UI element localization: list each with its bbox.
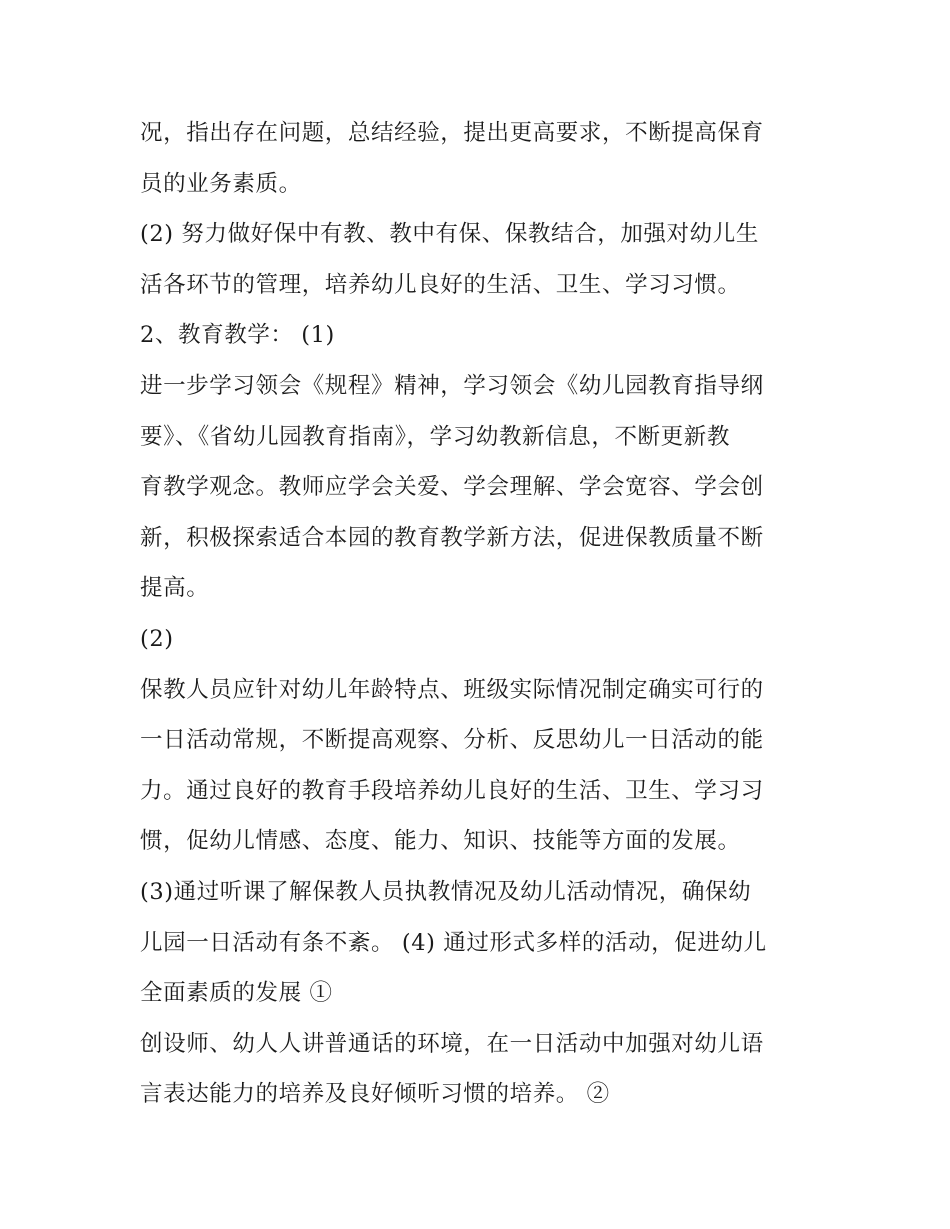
- text-line: 况，指出存在问题，总结经验，提出更高要求，不断提高保育: [140, 120, 764, 146]
- text-line: 惯，促幼儿情感、态度、能力、知识、技能等方面的发展。: [140, 828, 741, 855]
- text-line: 要》、《省幼儿园教育指南》，学习幼教新信息，不断更新教: [140, 423, 730, 450]
- text-line: 活各环节的管理，培养幼儿良好的生活、卫生、学习习惯。: [140, 271, 741, 298]
- text-line: 进一步学习领会《规程》精神，学习领会《幼儿园教育指导纲: [140, 372, 764, 399]
- text-line: 一日活动常规，不断提高观察、分析、反思幼儿一日活动的能: [140, 727, 764, 754]
- text-line: 全面素质的发展 ①: [140, 980, 333, 1007]
- text-line: 儿园一日活动有条不紊。 (4) 通过形式多样的活动，促进幼儿: [140, 929, 767, 956]
- text-line: (3)通过听课了解保教人员执教情况及幼儿活动情况，确保幼: [140, 878, 752, 905]
- text-line: 新，积极探索适合本园的教育教学新方法，促进保教质量不断: [140, 524, 764, 551]
- body-text: [140, 108, 820, 1120]
- text-line: 保教人员应针对幼儿年龄特点、班级实际情况制定确实可行的: [140, 676, 764, 703]
- text-line: 言表达能力的培养及良好倾听习惯的培养。 ②: [140, 1081, 610, 1108]
- text-line: 育教学观念。教师应学会关爱、学会理解、学会宽容、学会创: [140, 474, 764, 501]
- text-line: 创设师、幼人人讲普通话的环境，在一日活动中加强对幼儿语: [140, 1030, 764, 1057]
- text-line: 力。通过良好的教育手段培养幼儿良好的生活、卫生、学习习: [140, 777, 764, 804]
- text-line: (2) 努力做好保中有教、教中有保、保教结合，加强对幼儿生: [140, 221, 759, 248]
- section-heading: 2、教育教学： (1): [140, 322, 335, 349]
- item-number: (2): [140, 625, 174, 652]
- text-line: 提高。: [140, 575, 210, 602]
- text-line: 员的业务素质。: [140, 170, 302, 197]
